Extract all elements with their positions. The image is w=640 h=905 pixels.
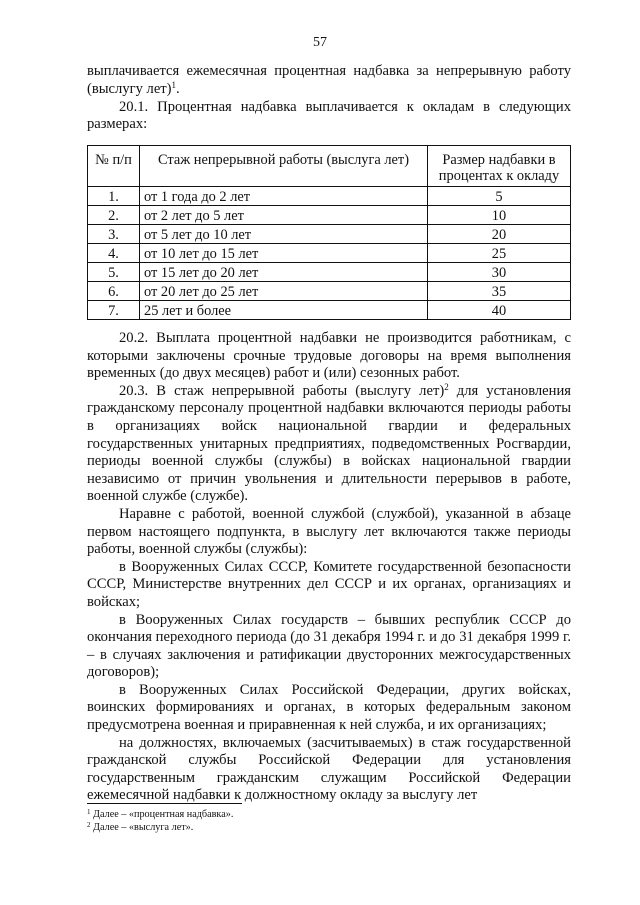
footnote-text-2: Далее – «выслуга лет». xyxy=(90,822,194,833)
paragraph-20-3-start: 20.3. В стаж непрерывной работы (выслугу лет) xyxy=(119,382,445,399)
footnote-mark-1: 1 xyxy=(87,808,91,816)
row-period: от 5 лет до 10 лет xyxy=(140,225,428,244)
list-item-rf-forces: в Вооруженных Силах Российской Федерации, других войсках, воинских формированиях и органах, в которых федеральным законом предусмотрена военная и приравненная к ней служба, и их организациях; xyxy=(87,681,571,734)
row-amount: 5 xyxy=(428,187,571,206)
row-period: от 20 лет до 25 лет xyxy=(140,282,428,301)
header-amount: Размер надбавки в процентах к окладу xyxy=(428,146,571,187)
list-item-ussr: в Вооруженных Силах СССР, Комитете государственной безопасности СССР, Министерстве внутренних дел СССР и их органах, организациях и войсках; xyxy=(87,558,571,610)
footnotes xyxy=(87,808,567,834)
row-number: 3. xyxy=(88,225,140,244)
row-period: от 1 года до 2 лет xyxy=(140,187,428,206)
table-row xyxy=(88,282,571,301)
table-row xyxy=(88,206,571,225)
row-amount: 20 xyxy=(428,225,571,244)
main-text-section xyxy=(87,330,571,805)
paragraph-naravne: Наравне с работой, военной службой (службой), указанной в абзаце первом настоящего подпункта, в выслугу лет включаются также периоды работы, военной службы (службы): xyxy=(87,505,571,558)
row-number: 5. xyxy=(88,263,140,282)
row-period: от 2 лет до 5 лет xyxy=(140,206,428,225)
table-row xyxy=(88,301,571,320)
allowance-table xyxy=(87,145,571,320)
continuation-end: . xyxy=(176,80,180,97)
row-amount: 30 xyxy=(428,263,571,282)
table-row xyxy=(88,263,571,282)
table-row xyxy=(88,225,571,244)
row-amount: 10 xyxy=(428,206,571,225)
row-number: 2. xyxy=(88,206,140,225)
row-period: от 15 лет до 20 лет xyxy=(140,263,428,282)
row-number: 1. xyxy=(88,187,140,206)
row-amount: 40 xyxy=(428,301,571,320)
table-row xyxy=(88,187,571,206)
paragraph-20-2: 20.2. Выплата процентной надбавки не производится работникам, с которыми заключены срочные трудовые договоры на время выполнения временных (до двух месяцев) работ и (или) сезонных работ. xyxy=(87,330,571,382)
header-number: № п/п xyxy=(88,146,140,187)
continuation-paragraph xyxy=(87,63,571,98)
row-amount: 35 xyxy=(428,282,571,301)
footnote-mark-2: 2 xyxy=(87,821,91,829)
footnote-text-1: Далее – «процентная надбавка». xyxy=(90,809,234,820)
footnote-2 xyxy=(87,821,567,834)
intro-section xyxy=(87,63,571,134)
row-amount: 25 xyxy=(428,244,571,263)
page-number: 57 xyxy=(313,35,327,50)
row-period: 25 лет и более xyxy=(140,301,428,320)
footnote-ref-1: 1 xyxy=(171,79,177,90)
row-number: 7. xyxy=(88,301,140,320)
paragraph-20-3 xyxy=(87,383,571,506)
table-header-row xyxy=(88,146,571,187)
continuation-text: выплачивается ежемесячная процентная надбавка за непрерывную работу (выслугу лет) xyxy=(87,63,571,97)
row-number: 6. xyxy=(88,282,140,301)
row-number: 4. xyxy=(88,244,140,263)
header-period: Стаж непрерывной работы (выслуга лет) xyxy=(140,146,428,187)
table-row xyxy=(88,244,571,263)
row-period: от 10 лет до 15 лет xyxy=(140,244,428,263)
footnote-1 xyxy=(87,808,567,821)
paragraph-20-1: 20.1. Процентная надбавка выплачивается к окладам в следующих размерах: xyxy=(87,98,571,133)
list-item-former-republics: в Вооруженных Силах государств – бывших республик СССР до окончания переходного периода (до 31 декабря 1994 г. и до 31 декабря 1999 г. – в случаях заключения и ратификации двусторонних межгосударственных договоров); xyxy=(87,611,571,681)
list-item-positions: на должностях, включаемых (засчитываемых) в стаж государственной гражданской службы Российской Федерации для установления государственным гражданским служащим Российской Федерации ежемесячной надбавки к должностному окладу за выслугу лет xyxy=(87,734,571,804)
paragraph-20-3-rest: для установления гражданскому персоналу процентной надбавки включаются периоды работы в организациях войск национальной гвардии и федеральных государственных унитарных предприятиях, подведомственных Росгвардии, периоды военной службы (службы) в войсках национальной гвардии независимо от причин увольнения и длительности перерывов в работе, военной службе (службе). xyxy=(87,382,571,505)
footnote-ref-2: 2 xyxy=(444,381,449,392)
footnote-divider xyxy=(87,803,242,804)
